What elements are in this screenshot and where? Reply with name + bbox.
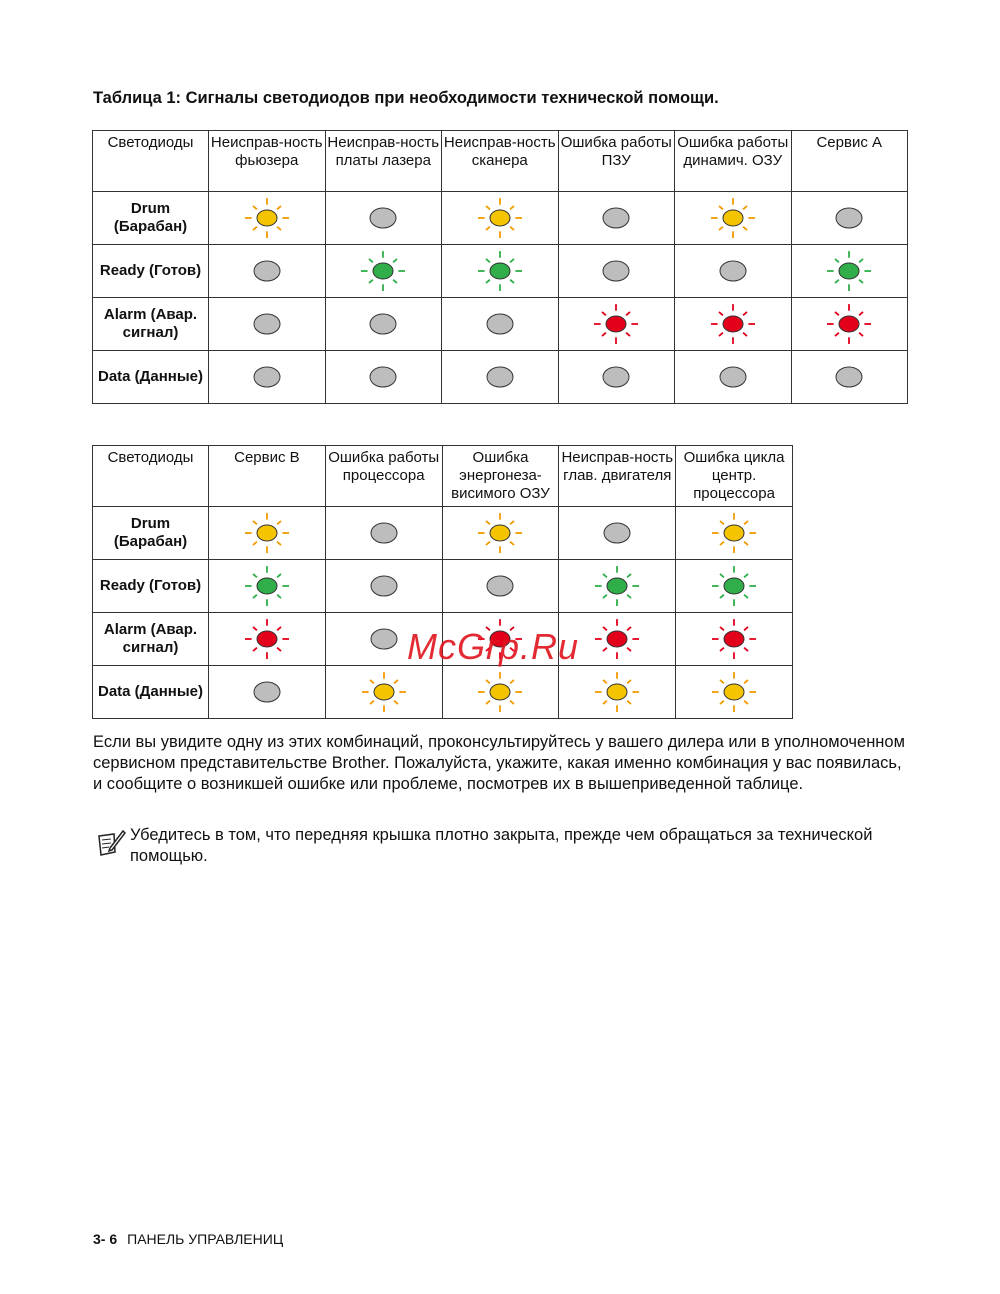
led-cell [325, 560, 442, 613]
led-cell [325, 192, 442, 245]
led-cell [209, 192, 326, 245]
note-text: Убедитесь в том, что передняя крышка плотно закрыта, прежде чем обращаться за технической помощью. [130, 826, 873, 865]
led-yellow-blinking-icon [711, 196, 755, 240]
led-cell [676, 507, 793, 560]
led-cell [209, 560, 326, 613]
led-cell [559, 666, 676, 719]
table-row [93, 245, 908, 298]
led-red-blinking-icon [245, 617, 289, 661]
table-title: Таблица 1: Сигналы светодиодов при необходимости технической помощи. [93, 89, 719, 107]
led-cell [325, 666, 442, 719]
table-row [93, 298, 908, 351]
led-cell [558, 245, 675, 298]
led-yellow-blinking-icon [362, 670, 406, 714]
led-cell [559, 560, 676, 613]
led-cell [209, 613, 326, 666]
column-header: Неисправ-ность фьюзера [209, 131, 326, 192]
led-red-blinking-icon [712, 617, 756, 661]
led-yellow-blinking-icon [245, 196, 289, 240]
led-cell [325, 351, 442, 404]
led-off-icon [711, 355, 755, 399]
led-cell [325, 245, 442, 298]
column-header: Светодиоды [93, 131, 209, 192]
led-off-icon [478, 564, 522, 608]
led-cell [676, 666, 793, 719]
led-table-2 [92, 445, 793, 719]
led-cell [442, 666, 559, 719]
led-off-icon [594, 196, 638, 240]
page-number: 3- 6 [93, 1231, 118, 1247]
led-off-icon [478, 302, 522, 346]
led-yellow-blinking-icon [712, 511, 756, 555]
led-off-icon [361, 355, 405, 399]
column-header: Ошибка работы динамич. ОЗУ [675, 131, 792, 192]
led-cell [558, 298, 675, 351]
led-yellow-blinking-icon [245, 511, 289, 555]
led-cell [676, 560, 793, 613]
header-row [93, 446, 793, 507]
table-row [93, 666, 793, 719]
note-pencil-icon [96, 828, 126, 858]
led-cell [558, 351, 675, 404]
led-cell [442, 351, 559, 404]
led-green-blinking-icon [712, 564, 756, 608]
row-label: Ready (Готов) [93, 560, 209, 613]
row-label: Data (Данные) [93, 351, 209, 404]
led-red-blinking-icon [827, 302, 871, 346]
led-off-icon [711, 249, 755, 293]
led-yellow-blinking-icon [478, 670, 522, 714]
led-cell [442, 560, 559, 613]
led-green-blinking-icon [478, 249, 522, 293]
column-header: Ошибка работы ПЗУ [558, 131, 675, 192]
led-cell [791, 351, 908, 404]
led-cell [209, 507, 326, 560]
row-label: Drum (Барабан) [93, 507, 209, 560]
table-row [93, 560, 793, 613]
section-name: ПАНЕЛЬ УПРАВЛЕНИЦ [127, 1231, 284, 1247]
led-cell [209, 298, 326, 351]
led-cell [791, 298, 908, 351]
column-header: Неисправ-ность сканера [442, 131, 559, 192]
led-cell [559, 507, 676, 560]
body-paragraph: Если вы увидите одну из этих комбинаций, проконсультируйтесь у вашего дилера или в уполномоченном сервисном представительстве Brother. Пожалуйста, укажите, какая именно комбинация у вас появилась, и сообщите о возникшей ошибке или проблеме, посмотрев их в вышеприведенной таблице. [93, 733, 905, 793]
led-red-blinking-icon [711, 302, 755, 346]
led-cell [442, 245, 559, 298]
led-green-blinking-icon [827, 249, 871, 293]
led-cell [791, 245, 908, 298]
led-green-blinking-icon [245, 564, 289, 608]
led-cell [325, 507, 442, 560]
led-cell [442, 192, 559, 245]
led-cell [442, 507, 559, 560]
led-off-icon [245, 249, 289, 293]
led-cell [675, 298, 792, 351]
table-row [93, 351, 908, 404]
led-red-blinking-icon [594, 302, 638, 346]
column-header: Сервис A [791, 131, 908, 192]
led-cell [675, 351, 792, 404]
led-off-icon [362, 564, 406, 608]
led-cell [558, 192, 675, 245]
led-off-icon [361, 302, 405, 346]
led-off-icon [827, 196, 871, 240]
row-label: Alarm (Авар. сигнал) [93, 613, 209, 666]
page-footer [93, 1231, 283, 1247]
row-label: Data (Данные) [93, 666, 209, 719]
column-header: Светодиоды [93, 446, 209, 507]
led-off-icon [362, 617, 406, 661]
led-green-blinking-icon [595, 564, 639, 608]
row-label: Drum (Барабан) [93, 192, 209, 245]
led-cell [209, 351, 326, 404]
led-cell [675, 245, 792, 298]
row-label: Alarm (Авар. сигнал) [93, 298, 209, 351]
led-cell [209, 245, 326, 298]
led-off-icon [478, 355, 522, 399]
led-table-1 [92, 130, 908, 404]
led-green-blinking-icon [361, 249, 405, 293]
led-cell [442, 298, 559, 351]
led-off-icon [245, 302, 289, 346]
led-off-icon [245, 355, 289, 399]
led-yellow-blinking-icon [478, 196, 522, 240]
column-header: Ошибка работы процессора [325, 446, 442, 507]
led-cell [325, 298, 442, 351]
led-cell [209, 666, 326, 719]
led-yellow-blinking-icon [712, 670, 756, 714]
led-cell [791, 192, 908, 245]
table-row [93, 192, 908, 245]
column-header: Неисправ-ность платы лазера [325, 131, 442, 192]
led-off-icon [595, 511, 639, 555]
led-off-icon [245, 670, 289, 714]
column-header: Сервис B [209, 446, 326, 507]
table-row [93, 507, 793, 560]
led-off-icon [827, 355, 871, 399]
led-off-icon [362, 511, 406, 555]
column-header: Ошибка энергонеза-висимого ОЗУ [442, 446, 559, 507]
led-off-icon [361, 196, 405, 240]
header-row [93, 131, 908, 192]
led-red-blinking-icon [595, 617, 639, 661]
column-header: Ошибка цикла центр. процессора [676, 446, 793, 507]
led-cell [675, 192, 792, 245]
row-label: Ready (Готов) [93, 245, 209, 298]
led-off-icon [594, 355, 638, 399]
led-cell [676, 613, 793, 666]
led-yellow-blinking-icon [595, 670, 639, 714]
column-header: Неисправ-ность глав. двигателя [559, 446, 676, 507]
watermark: McGrp.Ru [407, 626, 580, 667]
led-off-icon [594, 249, 638, 293]
led-yellow-blinking-icon [478, 511, 522, 555]
